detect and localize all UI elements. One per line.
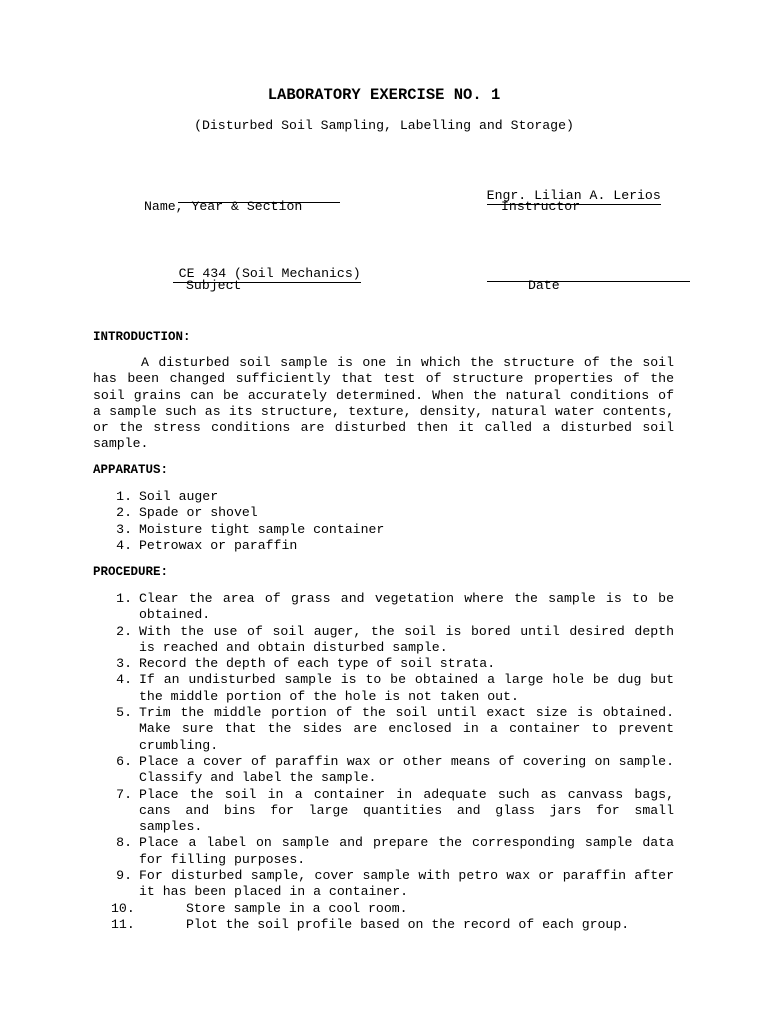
list-item-text: With the use of soil auger, the soil is bored until desired depth is reached and obtain disturbed sample. xyxy=(139,623,674,655)
subject-field-label: Subject xyxy=(186,278,242,293)
list-item xyxy=(93,901,674,917)
list-item xyxy=(93,505,674,521)
list-item-number: 10. xyxy=(111,900,135,916)
list-item-number: 4. xyxy=(116,537,132,553)
name-field-line xyxy=(146,174,340,222)
list-item xyxy=(93,591,674,624)
apparatus-list xyxy=(93,489,674,554)
list-item-number: 1. xyxy=(116,489,132,504)
list-item-number: 9. xyxy=(116,868,132,884)
list-item-number: 1. xyxy=(116,591,132,606)
list-item-number: 7. xyxy=(116,786,132,802)
list-item-number: 5. xyxy=(116,705,132,721)
list-item xyxy=(93,917,674,933)
date-field-value xyxy=(487,268,690,282)
list-item-text: Moisture tight sample container xyxy=(139,521,385,537)
list-item-text: Clear the area of grass and vegetation where the sample is to be obtained. xyxy=(139,591,674,623)
apparatus-heading: APPARATUS: xyxy=(93,463,169,477)
list-item-text: For disturbed sample, cover sample with petro wax or paraffin after it has been placed in a container. xyxy=(139,868,674,900)
list-item-number: 3. xyxy=(116,656,132,672)
list-item-text: Store sample in a cool room. xyxy=(186,900,408,916)
list-item-text: Trim the middle portion of the soil until exact size is obtained. Make sure that the sides are enclosed in a container to prevent crumbling. xyxy=(139,705,674,753)
list-item xyxy=(93,787,674,836)
list-item-number: 2. xyxy=(116,505,132,521)
list-item-text: If an undisturbed sample is to be obtained a large hole be dug but the middle portion of the hole is not taken out. xyxy=(139,672,674,704)
list-item-text: Soil auger xyxy=(139,489,219,504)
list-item-number: 2. xyxy=(116,623,132,639)
list-item xyxy=(93,835,674,868)
list-item-text: Plot the soil profile based on the record of each group. xyxy=(186,916,630,932)
list-item xyxy=(93,705,674,754)
procedure-list xyxy=(93,591,674,933)
list-item-number: 4. xyxy=(116,672,132,688)
name-field-label: Name, Year & Section xyxy=(144,199,303,214)
list-item xyxy=(93,672,674,705)
list-item-number: 11. xyxy=(111,916,135,932)
list-item-text: Record the depth of each type of soil strata. xyxy=(139,656,496,672)
date-field-label: Date xyxy=(528,278,560,293)
list-item xyxy=(93,538,674,554)
list-item xyxy=(93,868,674,901)
subject-field-value: CE 434 (Soil Mechanics) xyxy=(173,266,361,283)
list-item-number: 8. xyxy=(116,835,132,851)
date-field-line xyxy=(455,253,690,301)
list-item-number: 3. xyxy=(116,521,132,537)
instructor-field-label: Instructor xyxy=(501,199,581,214)
list-item xyxy=(93,522,674,538)
list-item xyxy=(93,754,674,787)
procedure-heading: PROCEDURE: xyxy=(93,565,169,579)
list-item xyxy=(93,656,674,672)
list-item xyxy=(93,489,674,505)
document-subtitle: (Disturbed Soil Sampling, Labelling and Storage) xyxy=(194,118,574,133)
instructor-field-value: Engr. Lilian A. Lerios xyxy=(486,188,661,203)
list-item-text: Place the soil in a container in adequate such as canvass bags, cans and bins for large quantities and glass jars for small samples. xyxy=(139,786,674,835)
list-item-text: Place a label on sample and prepare the corresponding sample data for filling purposes. xyxy=(139,835,674,867)
list-item-number: 6. xyxy=(116,753,132,769)
introduction-heading: INTRODUCTION: xyxy=(93,330,191,344)
document-title: LABORATORY EXERCISE NO. 1 xyxy=(267,86,501,104)
list-item-text: Place a cover of paraffin wax or other means of covering on sample. Classify and label the sample. xyxy=(139,753,674,786)
introduction-text: A disturbed soil sample is one in which the structure of the soil has been changed sufficiently that test of structure properties of the soil grains can be accurately determined. When the natural conditions of a sample such as its structure, texture, density, natural water contents, or the stress conditions are disturbed then it called a disturbed soil sample. xyxy=(93,355,674,452)
list-item-text: Petrowax or paraffin xyxy=(139,537,298,553)
list-item xyxy=(93,624,674,657)
list-item-text: Spade or shovel xyxy=(139,505,258,521)
subject-field xyxy=(141,251,361,296)
